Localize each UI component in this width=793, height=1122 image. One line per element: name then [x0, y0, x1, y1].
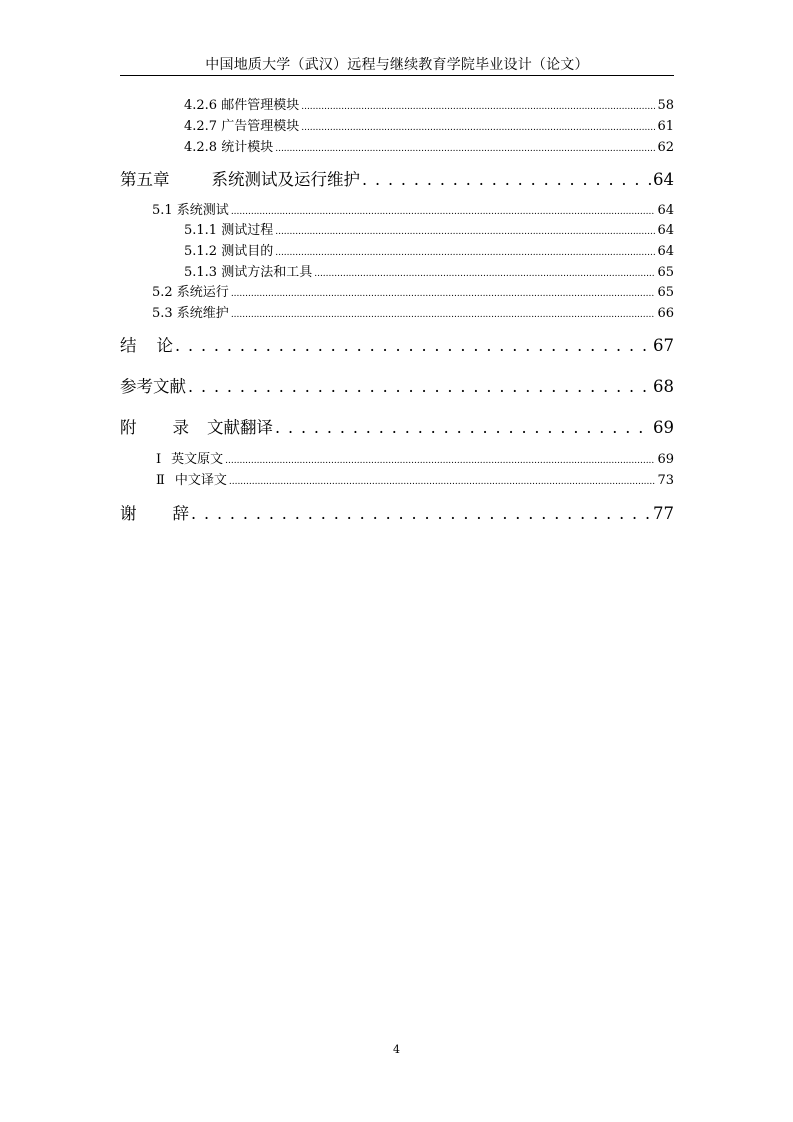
toc-conclusion[interactable] — [120, 334, 674, 358]
toc-entry-title: 中文译文 — [174, 473, 227, 488]
toc-entry-title: 5.3 系统维护 — [152, 306, 229, 321]
dot-leader — [275, 222, 655, 240]
toc-entry-title: 4.2.7 广告管理模块 — [184, 119, 300, 134]
toc-entry-appendix-2[interactable] — [156, 472, 674, 490]
dot-leader — [301, 118, 655, 136]
toc-entry-title: 英文原文 — [171, 452, 224, 467]
toc-entry-page: 62 — [657, 140, 674, 155]
dot-leader — [229, 472, 656, 490]
appendix-char-2: 录 — [172, 418, 189, 437]
toc-chapter-5[interactable] — [120, 168, 674, 192]
dot-leader — [188, 375, 651, 399]
thanks-char-1: 谢 — [120, 504, 137, 523]
toc-entry-page: 65 — [657, 265, 674, 280]
toc-entry-title: 5.1.2 测试目的 — [184, 244, 274, 259]
dot-leader — [225, 451, 655, 469]
toc-entry-page: 61 — [657, 119, 674, 134]
appendix-numeral: Ⅰ — [156, 452, 162, 467]
toc-entry-5-3[interactable] — [152, 305, 674, 323]
toc-entry-page: 77 — [653, 504, 674, 523]
toc-entry-title: 5.1 系统测试 — [152, 203, 229, 218]
toc-entry-page: 69 — [653, 418, 674, 437]
toc-entry-page: 65 — [657, 285, 674, 300]
toc-entry-4-2-8[interactable] — [184, 139, 674, 157]
toc-entry-5-1-1[interactable] — [184, 222, 674, 240]
toc-entry-page: 69 — [657, 452, 674, 467]
conclusion-char-2: 论 — [156, 336, 173, 355]
toc-entry-title: 4.2.8 统计模块 — [184, 140, 274, 155]
appendix-numeral: Ⅱ — [156, 473, 165, 488]
toc-entry-4-2-6[interactable] — [184, 97, 674, 115]
toc-entry-title: 4.2.6 邮件管理模块 — [184, 98, 300, 113]
dot-leader — [231, 202, 656, 220]
chapter-title: 系统测试及运行维护 — [211, 170, 360, 189]
thanks-char-2: 辞 — [172, 504, 189, 523]
toc-entry-page: 64 — [657, 203, 674, 218]
toc-entry-page: 58 — [657, 98, 674, 113]
appendix-title: 文献翻译 — [207, 418, 273, 437]
toc-entry-title: 参考文献 — [120, 377, 186, 396]
toc-entry-page: 64 — [653, 170, 674, 189]
toc-appendix[interactable] — [120, 416, 674, 440]
toc-entry-5-2[interactable] — [152, 284, 674, 302]
dot-leader — [175, 334, 651, 358]
chapter-label: 第五章 — [120, 170, 170, 189]
toc-entry-page: 67 — [653, 336, 674, 355]
appendix-char-1: 附 — [120, 418, 137, 437]
dot-leader — [275, 243, 655, 261]
dot-leader — [275, 139, 655, 157]
dot-leader — [301, 97, 655, 115]
toc-entry-title: 5.1.1 测试过程 — [184, 223, 274, 238]
conclusion-char-1: 结 — [120, 336, 137, 355]
dot-leader — [191, 502, 651, 526]
dot-leader — [314, 264, 655, 282]
toc-entry-5-1[interactable] — [152, 202, 674, 220]
toc-entry-page: 64 — [657, 223, 674, 238]
toc-entry-5-1-2[interactable] — [184, 243, 674, 261]
toc-entry-appendix-1[interactable] — [156, 451, 674, 469]
page-number: 4 — [393, 1043, 400, 1056]
dot-leader — [231, 284, 656, 302]
toc-entry-page: 73 — [657, 473, 674, 488]
running-header: 中国地质大学（武汉）远程与继续教育学院毕业设计（论文） — [205, 57, 589, 73]
toc-thanks[interactable] — [120, 502, 674, 526]
toc-entry-page: 68 — [653, 377, 674, 396]
toc-entry-title: 5.2 系统运行 — [152, 285, 229, 300]
toc-entry-page: 64 — [657, 244, 674, 259]
toc-entry-page: 66 — [657, 306, 674, 321]
dot-leader — [362, 168, 651, 192]
toc-references[interactable] — [120, 375, 674, 399]
toc-entry-5-1-3[interactable] — [184, 264, 674, 282]
dot-leader — [275, 416, 651, 440]
toc-entry-title: 5.1.3 测试方法和工具 — [184, 265, 313, 280]
dot-leader — [231, 305, 656, 323]
toc-entry-4-2-7[interactable] — [184, 118, 674, 136]
